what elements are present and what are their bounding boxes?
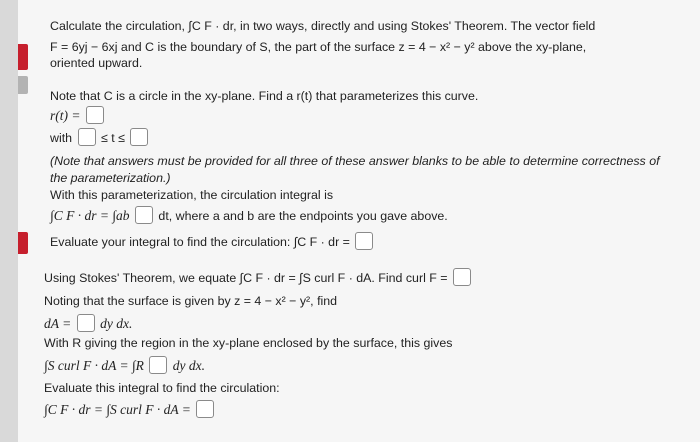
circulation-direct-input[interactable]: [355, 232, 373, 250]
surface-integral-row: ∫S curl F · dA = ∫R dy dx.: [44, 358, 206, 373]
circulation-direct-row: Evaluate your integral to find the circulation: ∫C F · dr =: [50, 232, 375, 250]
warning-line1: (Note that answers must be provided for all three of these answer blanks to be able to determine correctness of: [50, 154, 660, 168]
side-marker-grey: [18, 76, 28, 94]
curl-input[interactable]: [453, 268, 471, 286]
warning-line2: the parameterization.): [50, 171, 171, 185]
r-of-t-label: r(t) =: [50, 108, 81, 123]
stokes-row: Using Stokes' Theorem, we equate ∫C F · dr = ∫S curl F · dA. Find curl F =: [44, 268, 473, 286]
surface-row: Noting that the surface is given by z = 4 − x² − y², find: [44, 294, 338, 308]
param-integral-row: ∫C F · dr = ∫ab dt, where a and b are the endpoints you gave above.: [50, 208, 448, 223]
final-row: ∫C F · dr = ∫S curl F · dA =: [44, 400, 216, 418]
evaluate-stokes-label: Evaluate this integral to find the circulation:: [44, 381, 280, 395]
with-label: with: [50, 131, 73, 145]
dA-row: dA = dy dx.: [44, 316, 133, 331]
side-marker-red: [18, 44, 28, 70]
circulation-stokes-input[interactable]: [196, 400, 214, 418]
problem-sheet: [18, 0, 700, 442]
region-row: With R giving the region in the xy-plane enclosed by the surface, this gives: [44, 336, 453, 350]
problem-intro: Calculate the circulation, ∫C F · dr, in two ways, directly and using Stokes' Theorem. The vector field: [50, 19, 596, 33]
r-of-t-row: [50, 106, 106, 124]
problem-field: F = 6yj − 6xj and C is the boundary of S, the part of the surface z = 4 − x² − y² above the xy-plane,: [50, 40, 587, 54]
t-upper-input[interactable]: [130, 128, 148, 146]
r-of-t-input[interactable]: [86, 106, 104, 124]
surface-integrand-input[interactable]: [149, 356, 167, 374]
t-range-row: [50, 128, 150, 146]
side-marker-red-2: [18, 232, 28, 254]
problem-orientation: oriented upward.: [50, 56, 143, 70]
t-inequality: ≤ t ≤: [100, 131, 125, 145]
integrand-input[interactable]: [135, 206, 153, 224]
dA-input[interactable]: [77, 314, 95, 332]
part1-note: Note that C is a circle in the xy-plane. Find a r(t) that parameterizes this curve.: [50, 89, 479, 103]
param-intro: With this parameterization, the circulation integral is: [50, 188, 334, 202]
t-lower-input[interactable]: [78, 128, 96, 146]
